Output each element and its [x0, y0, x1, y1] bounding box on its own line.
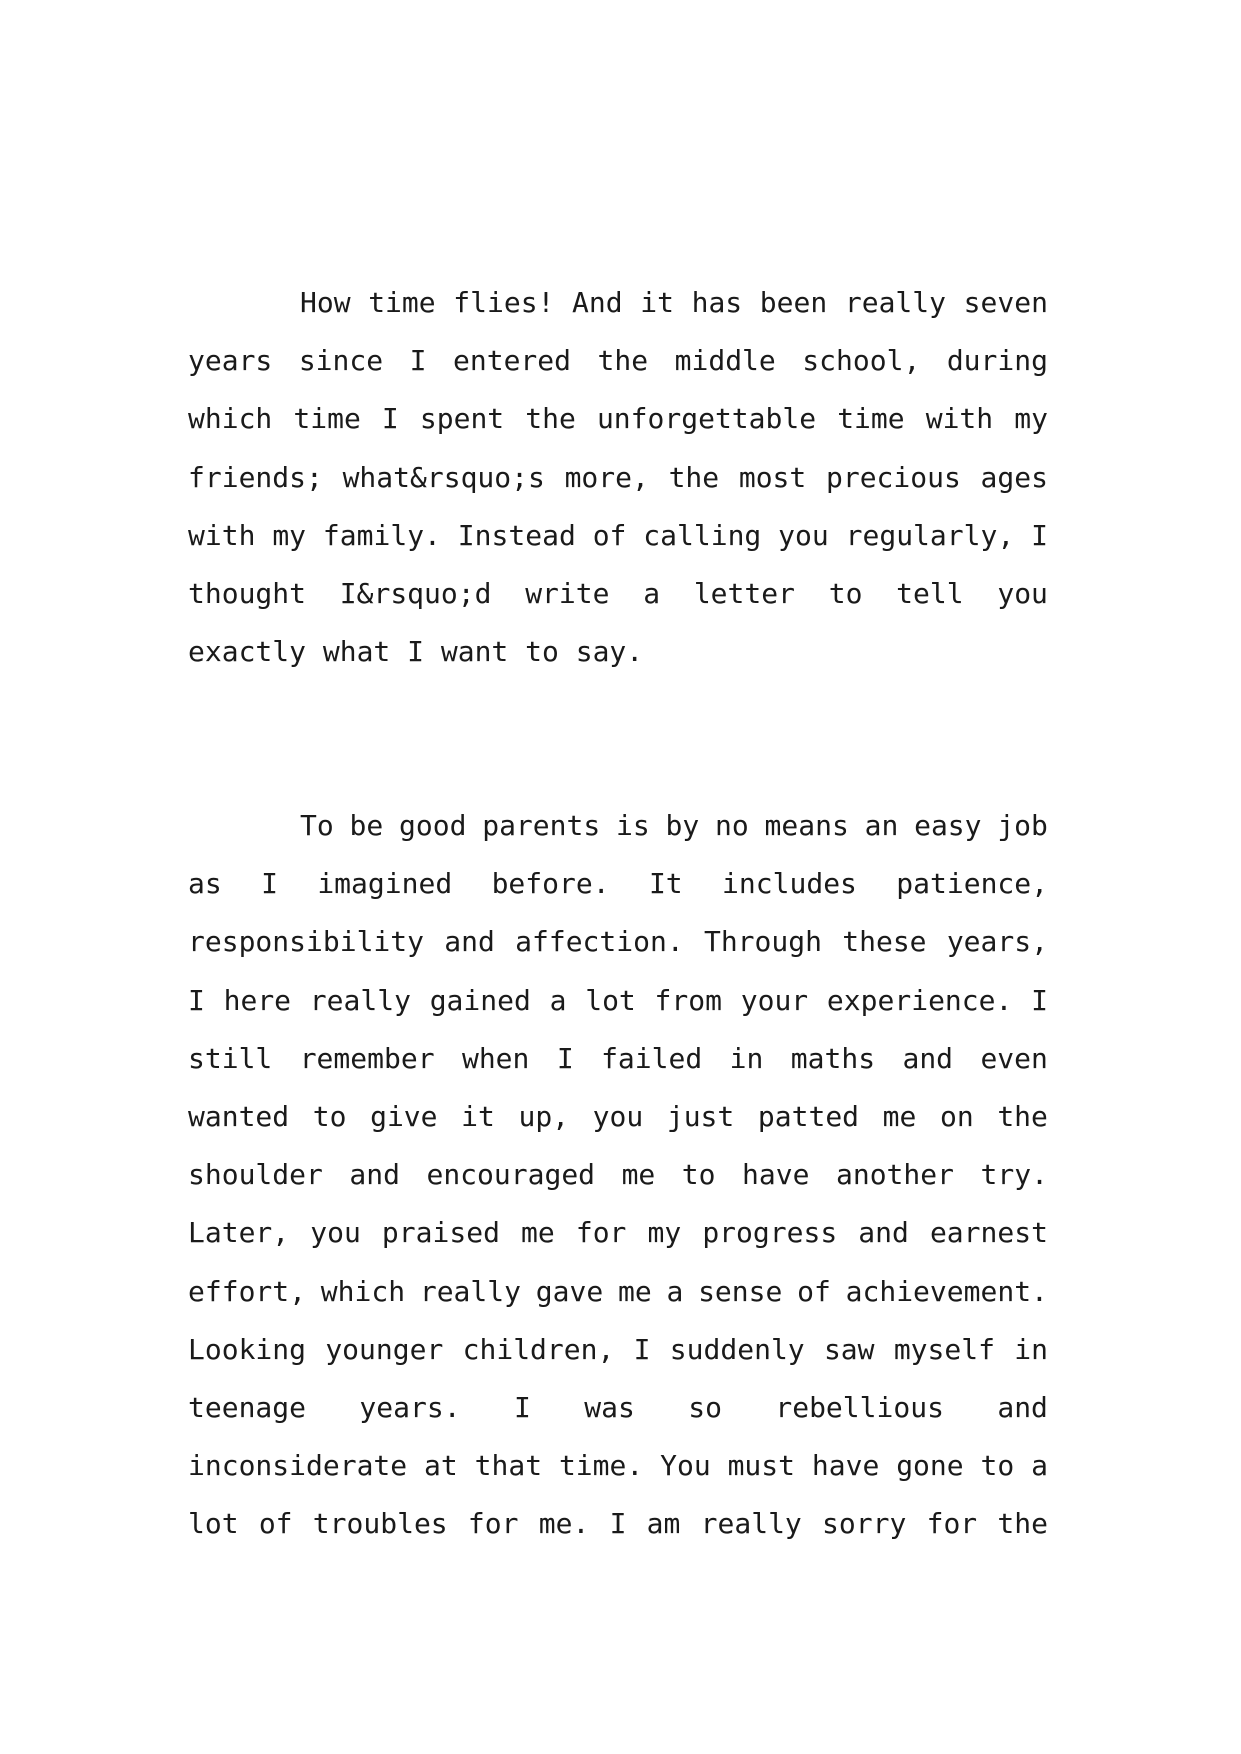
word: have — [811, 1449, 880, 1483]
word: How — [300, 286, 351, 319]
word: precious — [825, 460, 961, 494]
word: friends; — [188, 460, 323, 494]
word: regularly, — [845, 518, 1015, 552]
word: still — [188, 1041, 273, 1075]
word: for — [575, 1216, 627, 1250]
word: just — [666, 1099, 735, 1133]
word: is — [616, 809, 650, 842]
word: you — [310, 1216, 361, 1250]
word: the — [997, 1099, 1048, 1133]
word: earnest — [929, 1216, 1048, 1250]
word: my — [272, 518, 307, 552]
word: for — [467, 1507, 519, 1541]
word: and — [349, 1158, 400, 1192]
word: It — [648, 867, 683, 901]
word: I — [1031, 983, 1048, 1017]
word: entered — [453, 344, 572, 378]
word: years — [188, 344, 273, 378]
word: patience, — [896, 867, 1048, 901]
word: which — [188, 402, 273, 436]
paragraph-2 — [188, 797, 1048, 1553]
word: an — [864, 809, 899, 842]
word: experience. — [826, 983, 1013, 1017]
word: your — [740, 983, 809, 1017]
word: more, — [564, 460, 649, 494]
word: these — [842, 925, 927, 959]
word: You — [660, 1449, 711, 1483]
word: calling — [643, 518, 762, 552]
text-line — [188, 913, 1048, 971]
word: I — [409, 344, 427, 378]
word: up, — [518, 1099, 570, 1133]
word: which — [320, 1274, 406, 1308]
word: on — [939, 1099, 974, 1133]
word: tell — [896, 576, 964, 610]
word: really — [309, 983, 411, 1017]
text-line — [188, 274, 1048, 332]
word: Later, — [188, 1216, 290, 1250]
word: I&rsquo;d — [339, 576, 492, 610]
text-line — [188, 1204, 1048, 1262]
word: with — [188, 518, 256, 552]
word: troubles — [312, 1507, 448, 1541]
word: it — [640, 286, 674, 319]
text-line — [188, 565, 1048, 623]
word: write — [525, 576, 610, 610]
word: you — [778, 518, 829, 552]
word: years, — [946, 925, 1048, 959]
word: achievement. — [845, 1274, 1048, 1308]
word: encouraged — [426, 1158, 596, 1192]
word: Looking — [188, 1332, 307, 1366]
word: progress — [702, 1216, 838, 1250]
word: I — [556, 1041, 574, 1075]
word: even — [980, 1041, 1048, 1075]
text-line — [188, 390, 1048, 448]
text-line — [188, 449, 1048, 507]
word: teenage — [188, 1390, 307, 1424]
word: of — [797, 1274, 831, 1308]
word: was — [584, 1390, 635, 1424]
word: the — [597, 344, 649, 378]
word: gone — [896, 1449, 964, 1483]
word: has — [691, 286, 743, 319]
word: gained — [429, 983, 531, 1017]
word: job — [997, 809, 1048, 842]
word: really — [844, 286, 947, 319]
word: I — [381, 402, 399, 436]
text-line — [188, 1321, 1048, 1379]
word: here — [223, 983, 292, 1017]
word: so — [688, 1390, 722, 1424]
text-line — [188, 1146, 1048, 1204]
word: saw — [823, 1332, 875, 1366]
word: letter — [693, 576, 795, 610]
word: at — [424, 1449, 458, 1483]
word: younger — [325, 1332, 444, 1366]
word: time — [293, 402, 361, 436]
word: imagined — [317, 867, 453, 901]
word: another — [835, 1158, 954, 1192]
word: and — [902, 1041, 954, 1075]
word: Instead — [457, 518, 576, 552]
word: a — [643, 576, 661, 610]
word: shoulder — [188, 1158, 323, 1192]
word: maths — [790, 1041, 876, 1075]
word: am — [646, 1507, 681, 1541]
word: time — [837, 402, 905, 436]
word: with — [925, 402, 994, 436]
word: flies! — [453, 286, 555, 319]
word: in — [1014, 1332, 1048, 1366]
word: I — [1031, 518, 1048, 552]
word: really — [419, 1274, 521, 1308]
word: a — [549, 983, 567, 1017]
word: seven — [963, 286, 1048, 319]
word: gave — [535, 1274, 604, 1308]
word: a — [1031, 1449, 1048, 1483]
word: from — [654, 983, 722, 1017]
word: to — [828, 576, 863, 610]
text-line — [188, 1263, 1048, 1321]
word: failed — [601, 1041, 703, 1075]
word: me. — [538, 1507, 590, 1541]
paragraph-1 — [188, 274, 1048, 681]
word: since — [298, 344, 384, 378]
text-line — [188, 855, 1048, 913]
word: during — [946, 344, 1048, 378]
word: to — [681, 1158, 716, 1192]
text-line — [188, 507, 1048, 565]
word: be — [349, 809, 384, 842]
word: the — [668, 460, 720, 494]
word: and — [997, 1390, 1048, 1424]
word: good — [399, 809, 467, 842]
word: when — [461, 1041, 530, 1075]
word: to — [312, 1099, 347, 1133]
word: time. — [558, 1449, 644, 1483]
word: me — [882, 1099, 917, 1133]
text-line — [188, 1437, 1048, 1495]
text-line: exactly what I want to say. — [188, 635, 644, 669]
text-line — [188, 972, 1048, 1030]
word: children, — [462, 1332, 615, 1366]
word: ages — [980, 460, 1048, 494]
word: includes — [722, 867, 857, 901]
word: try. — [980, 1158, 1048, 1192]
word: inconsiderate — [188, 1449, 408, 1483]
word: have — [742, 1158, 810, 1192]
word: lot — [585, 983, 636, 1017]
word: parents — [482, 809, 601, 842]
word: effort, — [188, 1274, 307, 1308]
word: before. — [491, 867, 610, 901]
text-line — [188, 797, 1048, 855]
word: of — [258, 1507, 293, 1541]
word: Through — [703, 925, 822, 959]
word: my — [647, 1216, 682, 1250]
text-line — [188, 1379, 1048, 1437]
word: years. — [359, 1390, 461, 1424]
word: means — [764, 809, 849, 842]
word: a — [666, 1274, 684, 1308]
word: and — [444, 925, 495, 959]
word: family. — [322, 518, 441, 552]
word: sense — [698, 1274, 783, 1308]
word: what&rsquo;s — [342, 460, 545, 494]
word: really — [700, 1507, 802, 1541]
word: spent — [419, 402, 505, 436]
word: myself — [893, 1332, 995, 1366]
word: responsibility — [188, 925, 425, 959]
text-line — [188, 1495, 1048, 1553]
word: most — [738, 460, 807, 494]
word: easy — [914, 809, 982, 842]
word: been — [759, 286, 828, 319]
word: the — [997, 1507, 1048, 1541]
word: To — [300, 809, 334, 842]
word: and — [858, 1216, 909, 1250]
word: no — [715, 809, 749, 842]
word: thought — [188, 576, 307, 610]
word: me — [621, 1158, 656, 1192]
word: suddenly — [669, 1332, 805, 1366]
word: as — [188, 867, 222, 901]
word: you — [592, 1099, 644, 1133]
word: of — [592, 518, 627, 552]
word: time — [368, 286, 436, 319]
word: sorry — [822, 1507, 907, 1541]
word: my — [1014, 402, 1048, 436]
word: must — [727, 1449, 795, 1483]
word: I — [513, 1390, 531, 1424]
word: unforgettable — [596, 402, 817, 436]
word: me — [617, 1274, 652, 1308]
word: you — [997, 576, 1048, 610]
word: give — [370, 1099, 438, 1133]
text-line — [188, 1030, 1048, 1088]
word: in — [729, 1041, 764, 1075]
word: me — [521, 1216, 555, 1250]
word: I — [188, 983, 205, 1017]
word: for — [926, 1507, 978, 1541]
word: wanted — [188, 1099, 290, 1133]
word: lot — [188, 1507, 239, 1541]
word: I — [609, 1507, 627, 1541]
word: rebellious — [775, 1390, 944, 1424]
word: that — [474, 1449, 543, 1483]
word: school, — [802, 344, 921, 378]
word: praised — [381, 1216, 500, 1250]
text-line — [188, 1088, 1048, 1146]
word: remember — [299, 1041, 435, 1075]
word: And — [572, 286, 623, 319]
word: affection. — [515, 925, 684, 959]
word: by — [665, 809, 700, 842]
word: to — [980, 1449, 1015, 1483]
text-line — [188, 332, 1048, 390]
word: patted — [757, 1099, 860, 1133]
word: I — [261, 867, 278, 901]
word: it — [461, 1099, 495, 1133]
word: I — [633, 1332, 651, 1366]
word: the — [525, 402, 576, 436]
word: middle — [674, 344, 776, 378]
